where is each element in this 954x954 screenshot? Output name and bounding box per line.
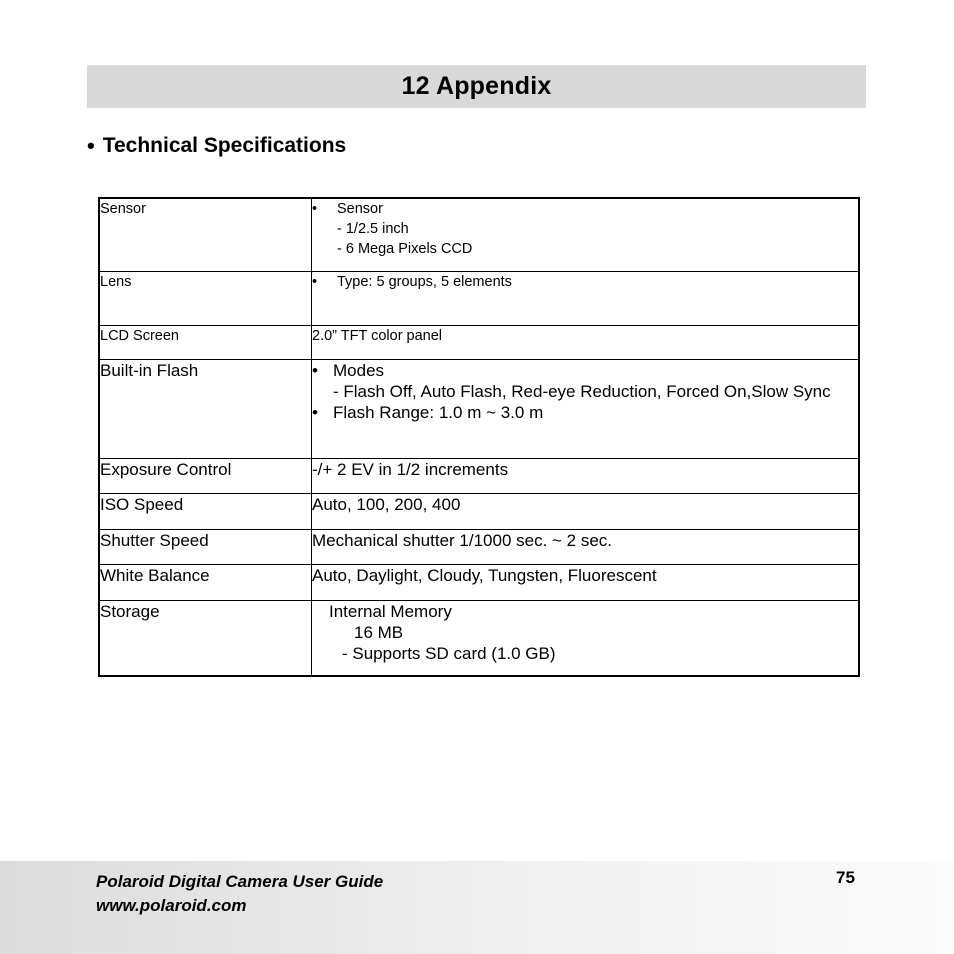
table-row — [99, 325, 859, 359]
row-value: Auto, Daylight, Cloudy, Tungsten, Fluorescent — [312, 564, 860, 600]
row-value — [312, 600, 860, 676]
row-value — [312, 271, 860, 325]
section-title: Technical Specifications — [102, 134, 347, 157]
row-label: Sensor — [99, 198, 312, 271]
table-row — [99, 271, 859, 325]
page-title: 12 Appendix — [401, 72, 552, 100]
sensor-title: Sensor — [337, 201, 383, 217]
flash-range: Flash Range: 1.0 m ~ 3.0 m — [333, 402, 544, 422]
title-bar — [87, 65, 866, 108]
table-row — [99, 359, 859, 458]
row-label: Shutter Speed — [99, 529, 312, 564]
table-row — [99, 564, 859, 600]
bullet-icon: • — [312, 273, 318, 290]
sensor-pixels: - 6 Mega Pixels CCD — [337, 241, 473, 257]
row-label: Lens — [99, 271, 312, 325]
row-value: -/+ 2 EV in 1/2 increments — [312, 458, 860, 493]
row-label: Storage — [99, 600, 312, 676]
page-number: 75 — [836, 868, 855, 887]
bullet-icon: • — [312, 402, 318, 422]
row-label: Exposure Control — [99, 458, 312, 493]
storage-size: 16 MB — [354, 622, 404, 642]
section-heading — [87, 133, 346, 159]
flash-modes-title: Modes — [333, 360, 385, 380]
flash-modes-detail: - Flash Off, Auto Flash, Red-eye Reduction, Forced On,Slow Sync — [333, 381, 831, 401]
table-row — [99, 458, 859, 493]
lens-type: Type: 5 groups, 5 elements — [337, 273, 512, 290]
footer-url: www.polaroid.com — [96, 896, 247, 915]
table-row — [99, 198, 859, 271]
table-row — [99, 600, 859, 676]
row-value — [312, 198, 860, 271]
row-label: LCD Screen — [99, 325, 312, 359]
footer-guide-title: Polaroid Digital Camera User Guide — [96, 872, 384, 891]
storage-sd: - Supports SD card (1.0 GB) — [342, 643, 556, 663]
row-value: Mechanical shutter 1/1000 sec. ~ 2 sec. — [312, 529, 860, 564]
table-row — [99, 493, 859, 529]
page-footer — [0, 861, 954, 954]
storage-internal: Internal Memory — [329, 601, 452, 621]
spec-table — [98, 197, 860, 677]
row-value: 2.0” TFT color panel — [312, 325, 860, 359]
table-row — [99, 529, 859, 564]
row-value — [312, 359, 860, 458]
bullet-icon: • — [312, 201, 318, 217]
row-label: ISO Speed — [99, 493, 312, 529]
row-value: Auto, 100, 200, 400 — [312, 493, 860, 529]
row-label: Built-in Flash — [99, 359, 312, 458]
bullet-icon: • — [87, 133, 95, 158]
row-label: White Balance — [99, 564, 312, 600]
sensor-size: - 1/2.5 inch — [337, 221, 409, 237]
bullet-icon: • — [312, 360, 318, 380]
